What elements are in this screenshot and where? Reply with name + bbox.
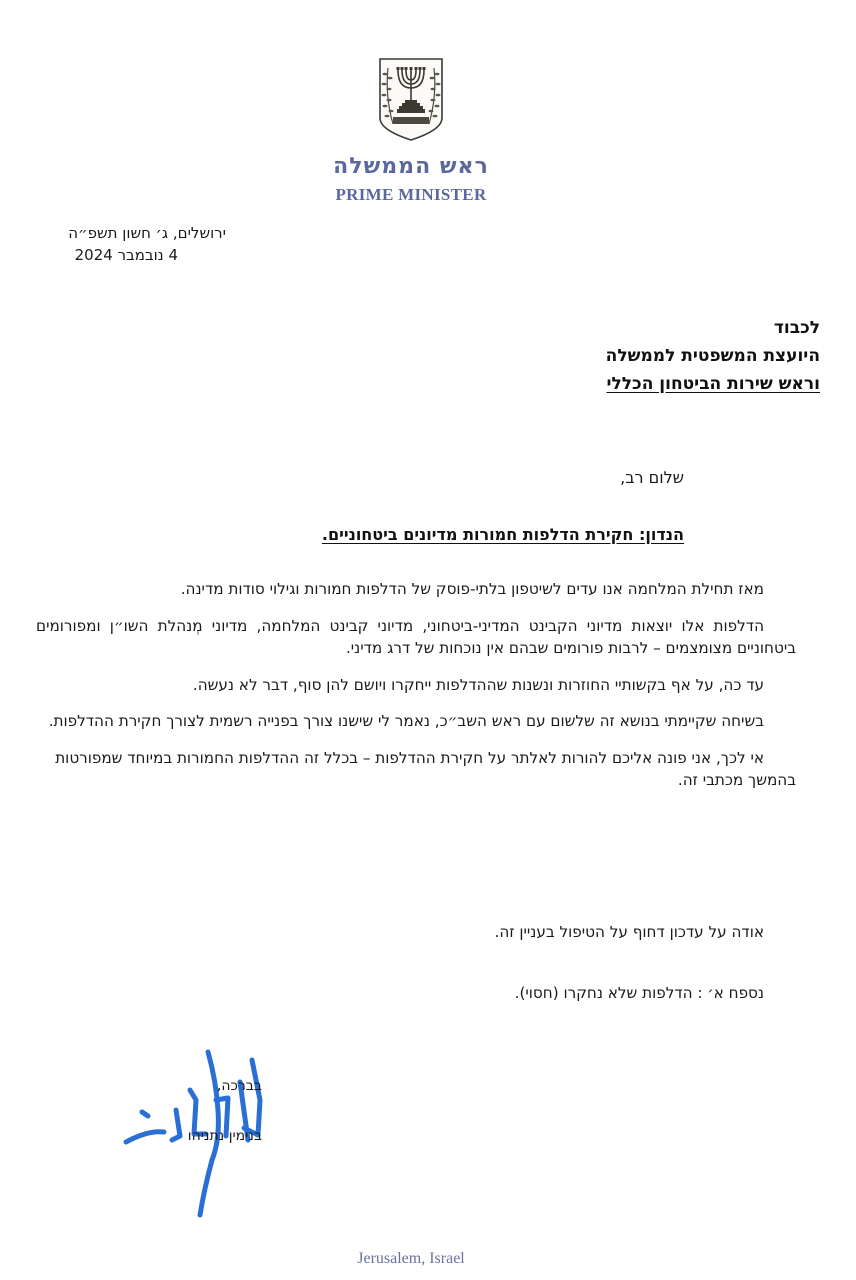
letter-body (36, 578, 796, 806)
recipient-block (400, 314, 820, 398)
body-paragraph: מאז תחילת המלחמה אנו עדים לשיטפון בלתי-פוסק של הדלפות חמורות וגילוי סודות מדינה. (180, 580, 764, 598)
body-paragraph: אי לכך, אני פונה אליכם להורות לאלתר על חקירת ההדלפות – בכלל זה ההדלפות החמורות במיוחד שמפורטות בהמשך מכתבי זה. (55, 748, 796, 789)
subject-line: הנדון: חקירת הדלפות חמורות מדיונים ביטחוניים. (321, 525, 684, 544)
closing-line: אודה על עדכון דחוף על הטיפול בעניין זה. (494, 923, 764, 941)
letterhead-title-hebrew: ראש הממשלה (333, 154, 489, 179)
state-emblem-icon (376, 56, 446, 142)
letterhead-title-english: PRIME MINISTER (335, 185, 487, 204)
footer-location: Jerusalem, Israel (357, 1250, 465, 1267)
body-paragraph: הדלפות אלו יוצאות מדיוני הקבינט המדיני-ביטחוני, מדיוני קבינט המלחמה, מדיוני מְנהלת השו״ן ומפורומים ביטחוניים מצומצמים – לרבות פורומים שבהם אין נוכחות של דרג מדיני. (36, 616, 796, 657)
gregorian-date: 4 נובמבר 2024 (74, 246, 178, 264)
recipient-salutation: לכבוד (773, 318, 820, 338)
body-paragraph: עד כה, על אף בקשותיי החוזרות ונשנות שההדלפות ייחקרו ויושם להן סוף, דבר לא נעשה. (192, 675, 764, 694)
recipient-line-attorney-general: היועצת המשפטית לממשלה (605, 346, 820, 366)
hebrew-date: ירושלים, ג׳ חשון תשפ״ה (68, 224, 226, 242)
recipient-line-shin-bet-head: וראש שירות הביטחון הכללי (606, 374, 820, 394)
signature-regards: בברכה, (216, 1078, 262, 1094)
appendix-note: נספח א׳ : הדלפות שלא נחקרו (חסוי). (514, 984, 764, 1002)
body-paragraph: בשיחה שקיימתי בנושא זה שלשום עם ראש השב״כ, נאמר לי שישנו צורך בפנייה רשמית לצורך חקירת ההדלפות. (48, 712, 764, 730)
date-block (36, 222, 226, 266)
signature-name: בנימין נתניהו (187, 1128, 262, 1144)
greeting: שלום רב, (620, 468, 684, 487)
